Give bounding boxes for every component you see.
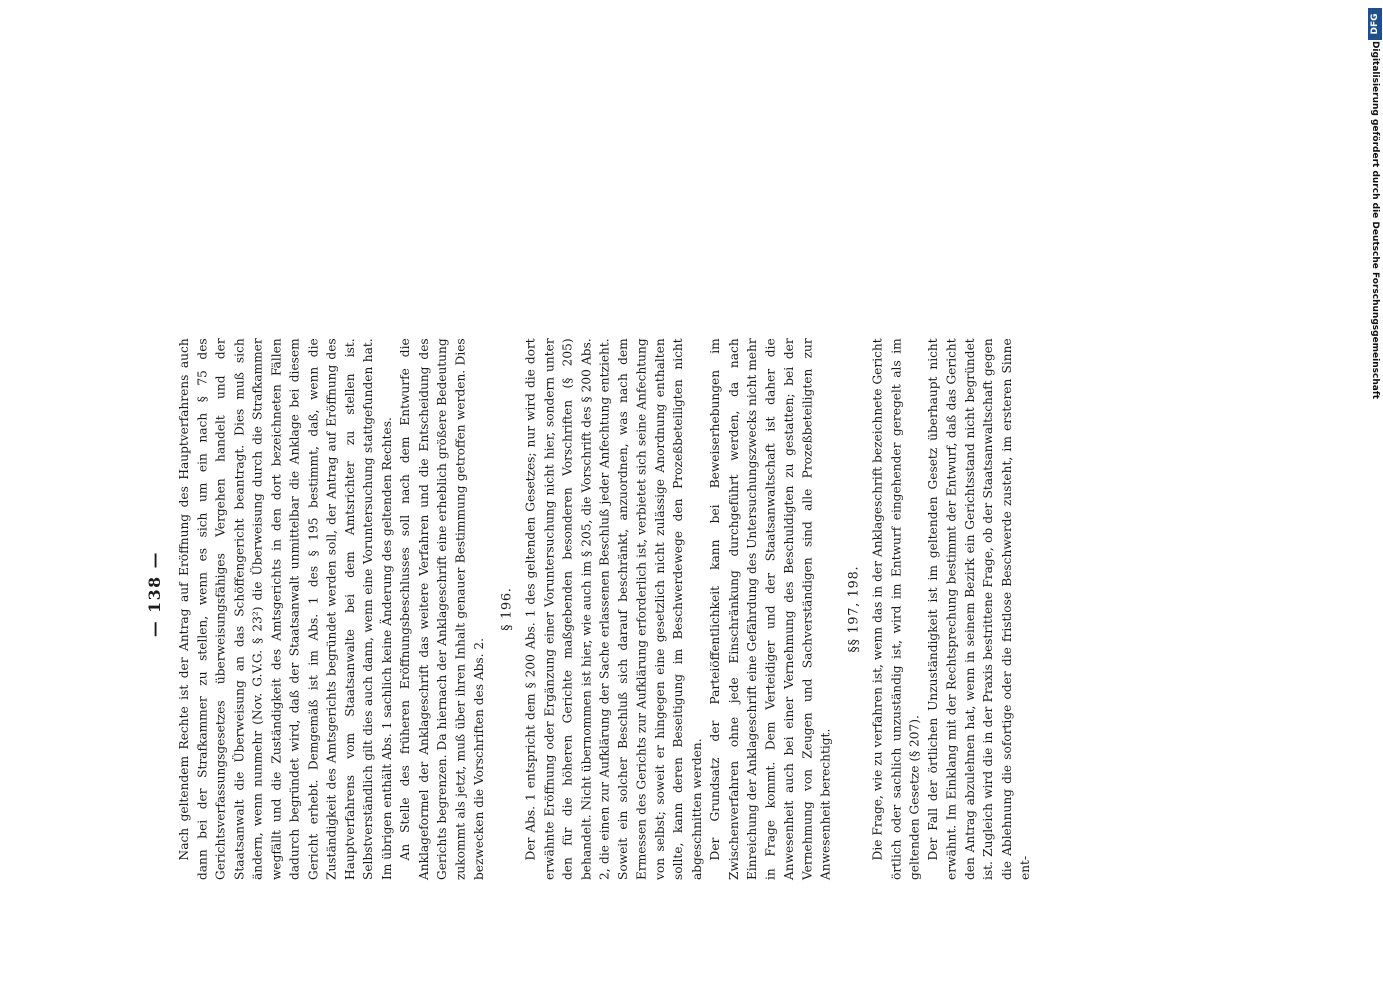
section-heading-197-198: §§ 197, 198. <box>846 565 862 653</box>
paragraph: An Stelle des früheren Eröffnungsbeschlusses soll nach dem Entwurfe die Anklageformel der Anklageschrift das weitere Verfahren und die Entscheidung des Gerichts begrenzen. Da hiernach der Anklageschrift eine erheblich größere Bedeutung zukommt als jetzt, muß über ihren Inhalt genauer Bestimmung getroffen werden. Dies bezwecken die Vorschriften des Abs. 2. <box>397 338 486 880</box>
page-number-header: — 138 — <box>145 551 164 638</box>
paragraph: Der Abs. 1 entspricht dem § 200 Abs. 1 des geltenden Gesetzes; nur wird die dort erwähnte Eröffnung oder Ergänzung einer Voruntersuchung nicht hier, sondern unter den für die höheren Gerichte maßgebenden besonderen Vorschriften (§ 205) behandelt. Nicht übernommen ist hier, wie auch im § 205, die Vorschrift des § 200 Abs. 2, die einen zur Aufklärung der Sache erlassenen Beschluß jeder Anfechtung entzieht. Soweit ein solcher Beschluß sich darauf beschränkt, anzuordnen, was nach dem Ermessen des Gerichts zur Aufklärung erforderlich ist, verbietet sich seine Anfechtung von selbst; soweit er hingegen eine gesetzlich nicht zulässige Anordnung enthalten sollte, kann deren Beseitigung im Beschwerdewege den Prozeßbeteiligten nicht abgeschnitten werden. <box>523 338 704 880</box>
paragraph: Nach geltendem Rechte ist der Antrag auf Eröffnung des Hauptverfahrens auch dann bei der Strafkammer zu stellen, wenn es sich um ein nach § 75 des Gerichtsverfassungsgesetzes überweisungsfähiges Vergehen handelt und der Staatsanwalt die Überweisung an das Schöffengericht beantragt. Dies muß sich ändern, wenn nunmehr (Nov. G.V.G. § 23²) die Überweisung durch die Strafkammer wegfällt und die Zuständigkeit des Amtsgerichts in den dort bezeichneten Fällen dadurch begründet wird, daß der Staatsanwalt unmittelbar die Anklage bei diesem Gericht erhebt. Demgemäß ist im Abs. 1 des § 195 bestimmt, daß, wenn die Zuständigkeit des Amtsgerichts begründet werden soll, der Antrag auf Eröffnung des Hauptverfahrens vom Staatsanwalte bei dem Amtsrichter zu stellen ist. Selbstverständlich gilt dies auch dann, wenn eine Voruntersuchung stattgefunden hat. Im übrigen enthält Abs. 1 sachlich keine Änderung des geltenden Rechtes. <box>176 338 394 880</box>
section-196-text-block <box>522 338 835 880</box>
rotated-page-content <box>145 308 1032 880</box>
paragraph: Die Frage, wie zu verfahren ist, wenn das in der Anklageschrift bezeichnete Gericht örtlich oder sachlich unzuständig ist, wird im Entwurf eingehender geregelt als im geltenden Gesetze (§ 207). <box>870 338 922 880</box>
paragraph: Der Grundsatz der Parteiöffentlichkeit kann bei Beweiserhebungen im Zwischenverfahren ohne jede Einschränkung durchgeführt werden, da nach Einreichung der Anklageschrift eine Gefährdung des Untersuchungszwecks nicht mehr in Frage kommt. Dem Verteidiger und der Staatsanwaltschaft ist daher die Anwesenheit auch bei einer Vernehmung des Beschuldigten zu gestatten; bei der Vernehmung von Zeugen und Sachverständigen sind alle Prozeßbeteiligten zur Anwesenheit berechtigt. <box>707 338 833 880</box>
section-heading-196: § 196. <box>499 587 515 631</box>
intro-text-block <box>175 338 488 880</box>
dfg-funding-strip <box>1368 8 1382 400</box>
dfg-funding-note: Digitalisierung gefördert durch die Deutsche Forschungsgemeinschaft <box>1370 40 1380 400</box>
dfg-logo: DFG <box>1368 8 1382 40</box>
section-197-text-block <box>869 338 1035 880</box>
paragraph: Der Fall der örtlichen Unzuständigkeit ist im geltenden Gesetz überhaupt nicht erwähnt. Im Einklang mit der Rechtsprechung bestimmt der Entwurf, daß das Gericht den Antrag abzulehnen hat, wenn in seinem Bezirk ein Gerichtsstand nicht begründet ist. Zugleich wird die in der Praxis bestrittene Frage, ob der Staatsanwaltschaft gegen die Ablehnung die sofortige oder die fristlose Beschwerde zusteht, im ersteren Sinne ent- <box>925 338 1032 880</box>
